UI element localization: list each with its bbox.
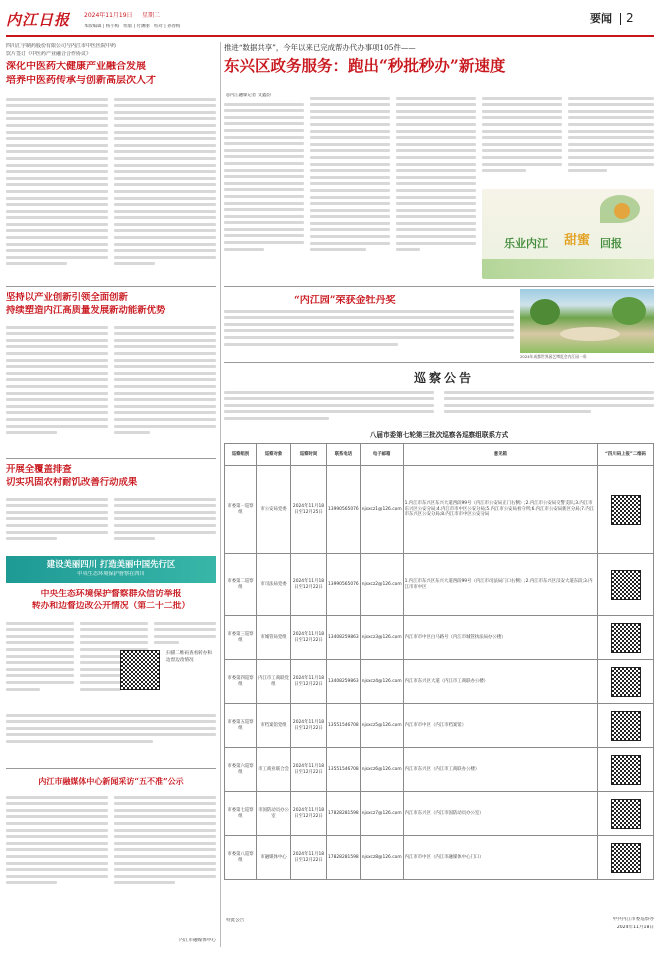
masthead [0,0,660,40]
table-cell-email[interactable]: njsxcz6@126.com [360,748,403,792]
eco-banner [6,556,216,583]
table-cell-group: 市委第三巡察组 [225,616,257,660]
table-cell-target: 市工商业联合会 [257,748,291,792]
masthead-date: 2024年11月19日 [84,12,133,19]
table-cell-email[interactable]: njsxcz1@126.com [360,466,403,554]
table-cell-email[interactable]: njsxcz5@126.com [360,704,403,748]
table-cell-time: 2024年11月18日至12月22日 [291,748,327,792]
article-body-col1 [6,94,108,279]
table-row [225,748,654,792]
table-header-cell: “四川码上报”二维码 [598,444,654,466]
contact-table [224,443,654,880]
article-kicker: 四川汇宇制药股份有限公司与内江市中医医院中药 [6,43,117,49]
qr-code[interactable] [611,570,641,600]
column-divider [220,42,221,947]
article-body-col2 [114,494,216,549]
table-cell-target: 内江市工商联党组 [257,660,291,704]
article-kicker: 推进“数据共享”，今年以来已完成帮办代办事项105件—— [224,43,416,52]
table-cell-group: 市委第二巡察组 [225,554,257,616]
table-cell-target: 市档案馆党组 [257,704,291,748]
table-cell-phone[interactable]: 17828281598 [327,836,361,880]
banner-line-1: 建设美丽四川 打造美丽中国先行区 [46,559,176,569]
table-cell-time: 2024年11月18日至12月22日 [291,836,327,880]
article-title: 内江市融媒体中心新闻采访“五不准”公示 [38,776,184,786]
article-body-col1 [6,618,74,708]
table-title: 八届市委第七轮第三批次巡察各巡察组联系方式 [369,431,509,439]
table-cell-email[interactable]: njsxcz4@126.com [360,660,403,704]
ad-ground [482,259,654,279]
table-cell-email[interactable]: njsxcz3@126.com [360,616,403,660]
table-cell-qr [598,554,654,616]
table-cell-group: 市委第七巡察组 [225,792,257,836]
table-cell-box: 内江市市中区（内江市档案馆） [403,704,597,748]
table-cell-qr [598,660,654,704]
article-industrial-innovation [6,292,216,452]
section-divider [620,13,621,25]
ad-text-3: 回报 [600,237,622,250]
table-cell-target: 市公安局党委 [257,466,291,554]
table-cell-target: 市司法局党委 [257,554,291,616]
contact-table-wrap [224,443,654,903]
masthead-logo: 内江日报 [6,12,71,29]
qr-code[interactable] [611,667,641,697]
photo-caption: 2024年成都世界园艺博览会内江园一角 [520,354,587,359]
table-cell-email[interactable]: njsxcz2@126.com [360,554,403,616]
article-body-col5 [568,93,654,183]
masthead-rule [6,35,654,37]
table-row [225,660,654,704]
article-dongxing-service [224,42,654,282]
article-body [224,306,514,356]
article-title: 坚持以产业创新引领全面创新 [6,292,128,303]
table-header-cell: 巡察时间 [291,444,327,466]
table-cell-box: 内江市东兴区（内江市国防动员办公室） [403,792,597,836]
table-cell-box: 内江市东兴区（内江市工商联办公楼） [403,748,597,792]
table-cell-time: 2024年11月18日至12月22日 [291,660,327,704]
article-body-col1 [224,99,304,279]
table-cell-time: 2024年11月18日至12月25日 [291,466,327,554]
article-rural-check [6,464,216,549]
article-tcm-cooperation [6,42,216,282]
table-cell-phone[interactable]: 17828281598 [327,792,361,836]
article-body-col2 [114,94,216,279]
ad-orange-decoration [614,203,630,219]
table-cell-phone[interactable]: 13990565076 [327,466,361,554]
table-cell-group: 市委第一巡察组 [225,466,257,554]
banner-line-2: 中央生态环境保护督察在四川 [77,571,145,577]
table-row [225,792,654,836]
garden-tree [612,297,646,325]
article-title-2: 切实巩固农村耐饥改善行动成果 [6,477,138,488]
article-title-2: 转办和边督边改公开情况（第二十二批） [31,601,191,611]
notice-end-text: 特此公告 [226,918,245,923]
table-cell-target: 市城管局党组 [257,616,291,660]
article-eco-inspection [6,588,216,763]
page-number: 2 [626,11,634,25]
article-title-2: 培养中医药传承与创新高层次人才 [6,75,156,86]
table-cell-group: 市委第八巡察组 [225,836,257,880]
section-name: 要闻 [590,12,612,25]
table-cell-email[interactable]: njsxcz7@126.com [360,792,403,836]
article-body-col3 [154,618,216,648]
article-title: “内江园”荣获金牡丹奖 [294,295,396,306]
qr-code[interactable] [120,650,160,690]
table-cell-box: 内江市东兴区大道（内江市工商联办公楼） [403,660,597,704]
article-body-col4 [482,93,562,183]
article-title: 开展全覆盖排查 [6,464,72,475]
table-cell-phone[interactable]: 13551546708 [327,748,361,792]
notice-org: 中共内江市委巡察办 [612,917,654,922]
article-body-col2 [310,93,390,279]
garden-path [560,327,620,341]
table-header-cell: 巡察组别 [225,444,257,466]
table-header-cell: 电子邮箱 [360,444,403,466]
table-cell-box: 内江市市中区（内江市融媒体中心门口） [403,836,597,880]
article-body-col1 [6,494,108,549]
ad-leye-neijiang [482,189,654,279]
notice-title: 巡察公告 [413,371,474,385]
qr-code[interactable] [611,755,641,785]
ad-text-1: 乐业内江 [504,237,548,250]
article-inspection-notice [224,365,654,950]
table-cell-qr [598,704,654,748]
table-row [225,466,654,554]
table-cell-qr [598,836,654,880]
qr-code[interactable] [611,495,641,525]
article-body-col2 [114,792,216,932]
table-header-cell: 意见箱 [403,444,597,466]
table-row [225,554,654,616]
rule [6,768,216,769]
table-row [225,704,654,748]
table-cell-group: 市委第四巡察组 [225,660,257,704]
ad-text-2: 甜蜜 [564,233,591,248]
table-row [225,616,654,660]
qr-code[interactable] [611,799,641,829]
table-cell-box: 内江市市中区白马路号（内江市城管执法局办公楼） [403,616,597,660]
table-cell-qr [598,616,654,660]
table-header-row [225,444,654,466]
table-cell-qr [598,466,654,554]
notice-body-col2 [444,387,654,427]
table-cell-time: 2024年11月18日至12月22日 [291,704,327,748]
article-body-col3 [396,93,476,279]
table-cell-box: 1.内江市东兴区东兴大道西段99号（内江市司法局门口右侧）;2.内江市东兴区汉安大道东段;3.内江市市中区 [403,554,597,616]
article-body-col1 [6,792,108,932]
qr-code[interactable] [611,623,641,653]
table-cell-group: 市委第六巡察组 [225,748,257,792]
table-cell-email[interactable]: njsxcz8@126.com [360,836,403,880]
article-body-col1 [6,322,108,450]
table-cell-phone[interactable]: 13551546708 [327,704,361,748]
article-title: 东兴区政务服务：跑出“秒批秒办”新速度 [224,57,506,75]
rule [224,362,654,363]
notice-body-col1 [224,387,434,427]
table-cell-qr [598,792,654,836]
article-title: 深化中医药大健康产业融合发展 [6,61,146,72]
table-cell-group: 市委第五巡察组 [225,704,257,748]
rule [224,286,654,287]
notice-date: 2024年11月18日 [616,925,654,930]
table-row [225,836,654,880]
garden-photo [520,289,654,353]
article-kicker-2: 饮片签订《中医药产业融合合作协议》 [6,51,92,57]
rule [6,458,216,459]
table-cell-qr [598,748,654,792]
article-body-col2 [114,322,216,450]
qr-code[interactable] [611,843,641,873]
table-cell-time: 2024年11月18日至12月22日 [291,616,327,660]
table-cell-target: 市融媒体中心 [257,836,291,880]
article-five-prohibitions [6,772,216,952]
table-header-cell: 巡察对象 [257,444,291,466]
article-title: 中央生态环境保护督察群众信访举报 [40,589,182,599]
article-byline: ◎内江融媒记者 文鑫韵 [226,93,271,98]
table-cell-target: 市国防动员办公室 [257,792,291,836]
table-cell-time: 2024年11月18日至12月22日 [291,554,327,616]
garden-tree [530,299,560,325]
table-header-cell: 联系电话 [327,444,361,466]
article-footer-org: 内江市融媒体中心 [179,938,216,943]
qr-code[interactable] [611,711,641,741]
article-body-bottom [6,710,216,760]
table-cell-phone[interactable]: 13408259863 [327,616,361,660]
rule [6,286,216,287]
article-title-2: 持续塑造内江高质量发展新动能新优势 [6,305,166,316]
masthead-staff: 本版编辑 | 杨小梅 组版 | 付渊丽 校对 | 孙春梅 [84,24,181,29]
table-cell-phone[interactable]: 13408259863 [327,660,361,704]
table-cell-phone[interactable]: 13990565076 [327,554,361,616]
qr-caption: 扫描二维码查看转办和边督边改情况 [166,651,212,663]
masthead-weekday: 星期二 [142,12,161,19]
table-cell-time: 2024年11月18日至12月22日 [291,792,327,836]
table-cell-box: 1.内江市东兴区东兴大道西段99号（内江市公安局正门右侧）;2.内江市公安局交警支队;3.内江市东兴区公安分局;4.内江市市中区公安分局;5.内江市公安局看守所;6.内江市公安局新区分局;7.内江市东兴区公安分局;8.内江市市中区公安分局 [403,466,597,554]
